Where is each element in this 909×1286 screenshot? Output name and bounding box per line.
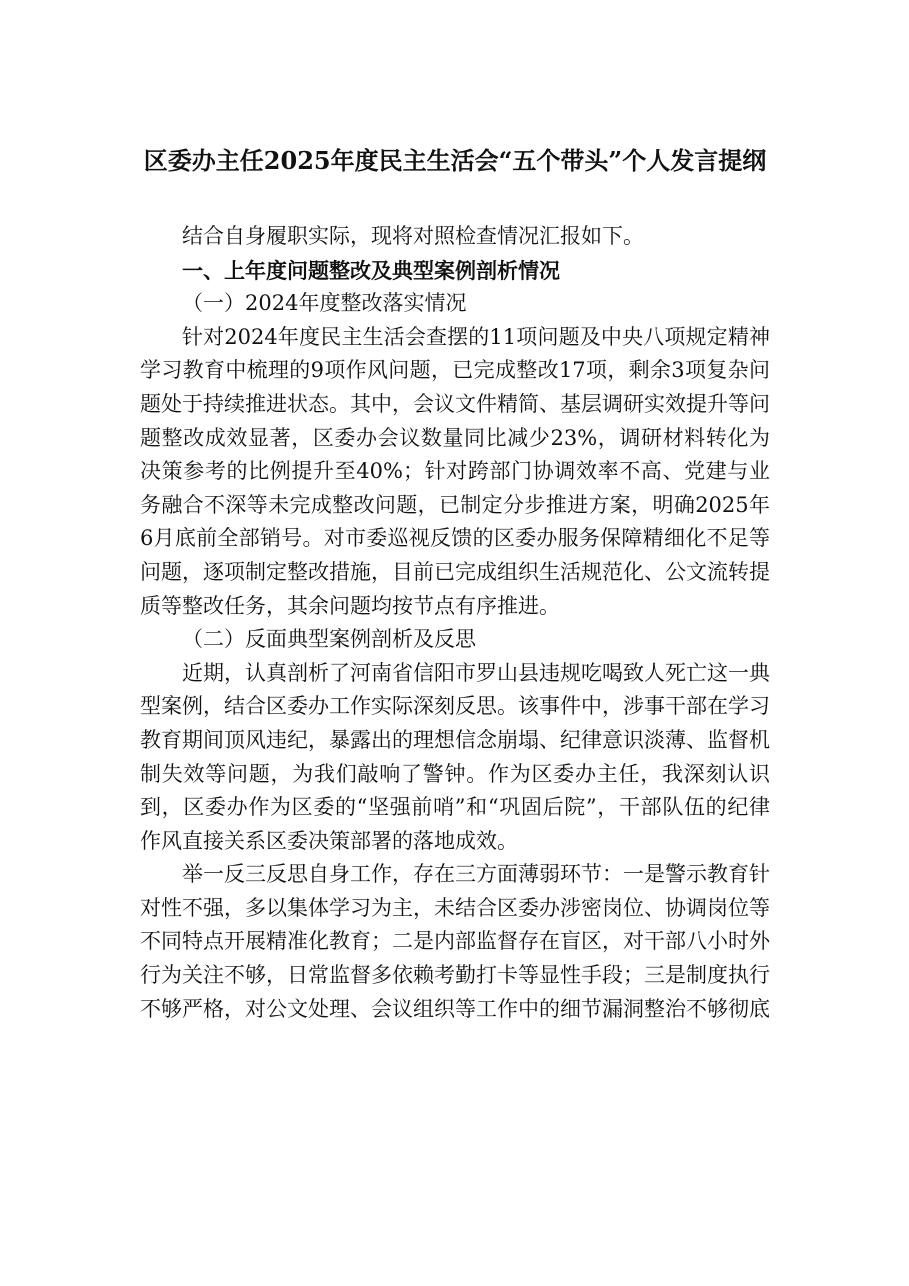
- document-body: [140, 220, 770, 1026]
- body-paragraph-2: 近期，认真剖析了河南省信阳市罗山县违规吃喝致人死亡这一典型案例，结合区委办工作实际深刻反思。该事件中，涉事干部在学习教育期间顶风违纪，暴露出的理想信念崩塌、纪律意识淡薄、监督机制失效等问题，为我们敲响了警钟。作为区委办主任，我深刻认识到，区委办作为区委的“坚强前哨”和“巩固后院”，干部队伍的纪律作风直接关系区委决策部署的落地成效。: [140, 660, 770, 853]
- subsection-heading-2: （二）反面典型案例剖析及反思: [182, 627, 476, 652]
- body-paragraph-1: 针对2024年度民主生活会查摆的11项问题及中央八项规定精神学习教育中梳理的9项作风问题，已完成整改17项，剩余3项复杂问题处于持续推进状态。其中，会议文件精简、基层调研实效提升等问题整改成效显著，区委办会议数量同比减少23%，调研材料转化为决策参考的比例提升至40%；针对跨部门协调效率不高、党建与业务融合不深等未完成整改问题，已制定分步推进方案，明确2025年6月底前全部销号。对市委巡视反馈的区委办服务保障精细化不足等问题，逐项制定整改措施，目前已完成组织生活规范化、公文流转提质等整改任务，其余问题均按节点有序推进。: [140, 324, 770, 618]
- body-paragraph-3: 举一反三反思自身工作，存在三方面薄弱环节：一是警示教育针对性不强，多以集体学习为主，未结合区委办涉密岗位、协调岗位等不同特点开展精准化教育；二是内部监督存在盲区，对干部八小时外行为关注不够，日常监督多依赖考勤打卡等显性手段；三是制度执行不够严格，对公文处理、会议组织等工作中的细节漏洞整治不够彻底: [140, 862, 770, 1021]
- section-heading-1: 一、上年度问题整改及典型案例剖析情况: [182, 257, 560, 283]
- intro-paragraph: 结合自身履职实际，现将对照检查情况汇报如下。: [182, 224, 644, 248]
- subsection-heading-1: （一）2024年度整改落实情况: [182, 291, 467, 316]
- document-title: 区委办主任2025年度民主生活会“五个带头”个人发言提纲: [143, 146, 767, 175]
